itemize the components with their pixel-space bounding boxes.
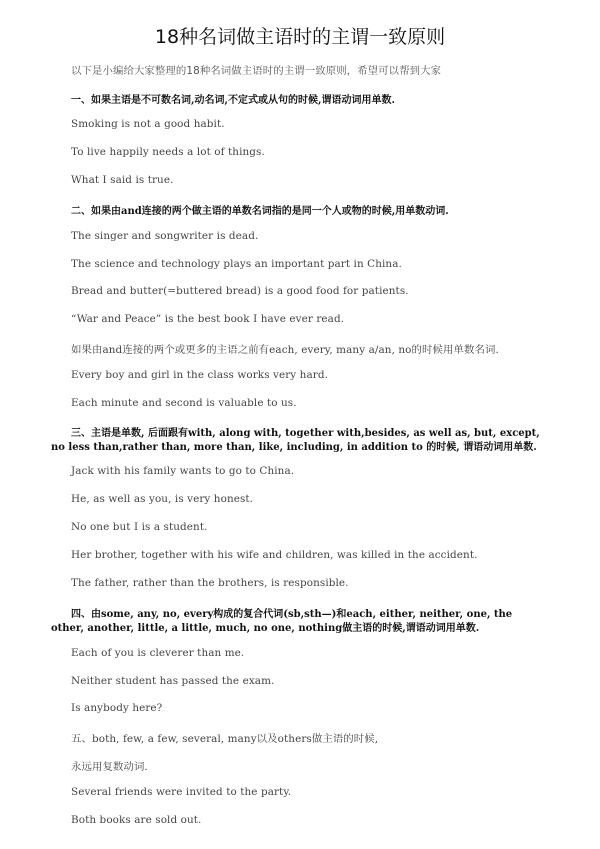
example-sentence: The singer and songwriter is dead. [71,230,259,242]
example-sentence: To live happily needs a lot of things. [71,146,265,158]
section-heading: 二、如果由and连接的两个做主语的单数名词指的是同一个人或物的时候,用单数动词. [71,206,449,217]
section-heading-line-2: no less than,rather than, more than, like, including, in addition to 的时候, 谓语动词用单数. [51,442,537,453]
section-heading-line-2: other, another, little, a little, much, no one, nothing做主语的时候,谓语动词用单数. [51,623,480,634]
example-sentence: Every boy and girl in the class works very hard. [71,369,328,381]
example-sentence: Both books are sold out. [71,814,202,826]
example-sentence: Each minute and second is valuable to us. [71,397,297,409]
example-sentence: The father, rather than the brothers, is responsible. [71,577,349,589]
page-title: 18种名词做主语时的主谓一致原则 [154,26,446,48]
example-sentence: Bread and butter(=buttered bread) is a good food for patients. [71,285,409,297]
section-heading-line-1: 三、主语是单数, 后面跟有with, along with, together with,besides, as well as, but, except, [71,428,540,439]
section-heading: 一、如果主语是不可数名词,动名词,不定式或从句的时候,谓语动词用单数. [71,95,395,106]
example-sentence: No one but I is a student. [71,521,208,533]
example-sentence: Her brother, together with his wife and children, was killed in the accident. [71,549,478,561]
example-sentence: He, as well as you, is very honest. [71,493,254,505]
section-heading-line-1: 四、由some, any, no, every构成的复合代词(sb,sth—)和each, either, neither, one, the [71,609,513,620]
example-sentence: Jack with his family wants to go to China. [71,465,295,477]
example-sentence: What I said is true. [71,174,174,186]
rule-note: 五、both, few, a few, several, many以及others做主语的时候, [71,733,379,745]
example-sentence: The science and technology plays an important part in China. [71,258,402,270]
example-sentence: Several friends were invited to the party. [71,786,292,798]
rule-note: 如果由and连接的两个或更多的主语之前有each, every, many a/an, no的时候用单数名词. [71,344,499,356]
intro-text: 以下是小编给大家整理的18种名词做主语时的主谓一致原则，希望可以帮到大家 [71,65,442,77]
example-sentence: “War and Peace” is the best book I have ever read. [71,313,345,325]
example-sentence: Smoking is not a good habit. [71,118,225,130]
example-sentence: Each of you is cleverer than me. [71,647,245,659]
example-sentence: Is anybody here? [71,702,163,714]
example-sentence: Neither student has passed the exam. [71,675,275,687]
rule-note: 永远用复数动词. [71,761,148,773]
